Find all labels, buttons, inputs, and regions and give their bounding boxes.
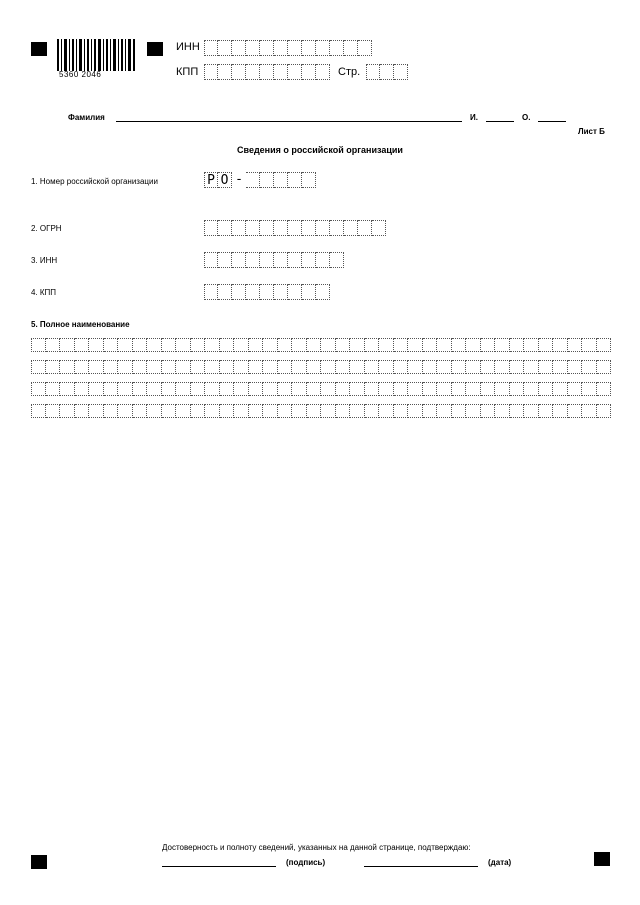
full-name-cell[interactable] bbox=[104, 382, 119, 396]
full-name-cell[interactable] bbox=[307, 360, 322, 374]
header-inn-cells[interactable] bbox=[204, 40, 372, 56]
full-name-cell[interactable] bbox=[510, 360, 525, 374]
full-name-cell[interactable] bbox=[510, 404, 525, 418]
full-name-cell[interactable] bbox=[234, 382, 249, 396]
full-name-cell[interactable] bbox=[162, 382, 177, 396]
full-name-cell[interactable] bbox=[278, 404, 293, 418]
full-name-cell[interactable] bbox=[205, 404, 220, 418]
full-name-cell[interactable] bbox=[104, 360, 119, 374]
full-name-cell[interactable] bbox=[510, 338, 525, 352]
full-name-cell[interactable] bbox=[220, 404, 235, 418]
full-name-cell[interactable] bbox=[278, 338, 293, 352]
full-name-cell[interactable] bbox=[249, 360, 264, 374]
full-name-cell[interactable] bbox=[336, 360, 351, 374]
full-name-cell[interactable] bbox=[60, 382, 75, 396]
full-name-cell[interactable] bbox=[75, 338, 90, 352]
sheet-label: Лист Б bbox=[578, 127, 605, 136]
full-name-cell[interactable] bbox=[191, 382, 206, 396]
full-name-cell[interactable] bbox=[568, 360, 583, 374]
full-name-cell[interactable] bbox=[539, 360, 554, 374]
full-name-cell[interactable] bbox=[394, 360, 409, 374]
full-name-cell[interactable] bbox=[495, 404, 510, 418]
full-name-cell[interactable] bbox=[539, 382, 554, 396]
full-name-cell[interactable] bbox=[582, 360, 597, 374]
full-name-cell[interactable] bbox=[104, 338, 119, 352]
registration-marker-top-right bbox=[147, 42, 163, 56]
full-name-cell[interactable] bbox=[263, 360, 278, 374]
full-name-cell[interactable] bbox=[553, 338, 568, 352]
header-kpp-label: КПП bbox=[176, 66, 199, 78]
full-name-cell[interactable] bbox=[365, 404, 380, 418]
full-name-cell[interactable] bbox=[307, 404, 322, 418]
barcode bbox=[57, 37, 137, 73]
signature-line[interactable] bbox=[162, 866, 276, 867]
full-name-cell[interactable] bbox=[133, 382, 148, 396]
full-name-cell[interactable] bbox=[481, 360, 496, 374]
full-name-cell[interactable] bbox=[408, 360, 423, 374]
surname-label: Фамилия bbox=[68, 113, 105, 122]
full-name-cell[interactable] bbox=[321, 360, 336, 374]
full-name-cell[interactable] bbox=[31, 360, 46, 374]
section-title: Сведения о российской организации bbox=[237, 145, 403, 155]
full-name-cell[interactable] bbox=[205, 382, 220, 396]
full-name-cell[interactable] bbox=[89, 382, 104, 396]
full-name-cell[interactable] bbox=[176, 338, 191, 352]
full-name-cell[interactable] bbox=[495, 382, 510, 396]
kpp-cells[interactable] bbox=[204, 284, 330, 300]
full-name-cell[interactable] bbox=[597, 382, 612, 396]
full-name-cell[interactable] bbox=[437, 360, 452, 374]
full-name-cell[interactable] bbox=[582, 338, 597, 352]
full-name-cell[interactable] bbox=[249, 404, 264, 418]
full-name-cell[interactable] bbox=[147, 360, 162, 374]
date-label: (дата) bbox=[488, 858, 512, 867]
inn-cells[interactable] bbox=[204, 252, 344, 268]
full-name-cell[interactable] bbox=[75, 360, 90, 374]
full-name-cell[interactable] bbox=[466, 404, 481, 418]
registration-marker-bottom-right bbox=[594, 852, 610, 866]
full-name-cell[interactable] bbox=[336, 382, 351, 396]
full-name-cell[interactable] bbox=[568, 404, 583, 418]
org-number-char: - bbox=[235, 172, 243, 187]
full-name-cell[interactable] bbox=[321, 338, 336, 352]
full-name-cell[interactable] bbox=[234, 404, 249, 418]
full-name-cell[interactable] bbox=[452, 382, 467, 396]
full-name-cell[interactable] bbox=[292, 360, 307, 374]
initial-o-line[interactable] bbox=[538, 121, 566, 122]
full-name-cell[interactable] bbox=[466, 360, 481, 374]
full-name-cell[interactable] bbox=[220, 360, 235, 374]
full-name-cell[interactable] bbox=[597, 404, 612, 418]
full-name-cell[interactable] bbox=[452, 338, 467, 352]
full-name-cell[interactable] bbox=[263, 338, 278, 352]
ogrn-cells[interactable] bbox=[204, 220, 386, 236]
full-name-cell[interactable] bbox=[539, 404, 554, 418]
full-name-cell[interactable] bbox=[408, 404, 423, 418]
full-name-cell[interactable] bbox=[394, 382, 409, 396]
full-name-cell[interactable] bbox=[292, 382, 307, 396]
header-inn-label: ИНН bbox=[176, 41, 200, 53]
full-name-cell[interactable] bbox=[147, 404, 162, 418]
full-name-cell[interactable] bbox=[89, 360, 104, 374]
kpp-label: 4. КПП bbox=[31, 288, 57, 297]
full-name-cell[interactable] bbox=[31, 338, 46, 352]
full-name-cell[interactable] bbox=[60, 338, 75, 352]
full-name-cell[interactable] bbox=[220, 338, 235, 352]
full-name-cell[interactable] bbox=[46, 338, 61, 352]
full-name-cell[interactable] bbox=[597, 338, 612, 352]
full-name-cell[interactable] bbox=[234, 338, 249, 352]
full-name-cell[interactable] bbox=[263, 382, 278, 396]
full-name-cell[interactable] bbox=[205, 338, 220, 352]
page-number-cells[interactable] bbox=[366, 64, 408, 80]
full-name-cell[interactable] bbox=[118, 382, 133, 396]
full-name-cell[interactable] bbox=[524, 338, 539, 352]
full-name-cell[interactable] bbox=[75, 382, 90, 396]
full-name-cell[interactable] bbox=[147, 338, 162, 352]
full-name-cell[interactable] bbox=[597, 360, 612, 374]
full-name-cell[interactable] bbox=[553, 360, 568, 374]
full-name-cell[interactable] bbox=[176, 360, 191, 374]
full-name-cell[interactable] bbox=[321, 404, 336, 418]
full-name-cell[interactable] bbox=[365, 338, 380, 352]
full-name-cell[interactable] bbox=[234, 360, 249, 374]
full-name-cell[interactable] bbox=[133, 404, 148, 418]
initial-i-label: И. bbox=[470, 113, 478, 122]
full-name-cell[interactable] bbox=[89, 338, 104, 352]
full-name-row[interactable] bbox=[31, 338, 611, 352]
full-name-cell[interactable] bbox=[510, 382, 525, 396]
full-name-cell[interactable] bbox=[147, 382, 162, 396]
full-name-cell[interactable] bbox=[118, 404, 133, 418]
full-name-cell[interactable] bbox=[365, 382, 380, 396]
full-name-cell[interactable] bbox=[307, 338, 322, 352]
org-number-char: Р bbox=[204, 172, 218, 188]
full-name-cell[interactable] bbox=[568, 382, 583, 396]
full-name-cell[interactable] bbox=[423, 360, 438, 374]
full-name-cell[interactable] bbox=[321, 382, 336, 396]
full-name-cell[interactable] bbox=[292, 404, 307, 418]
full-name-cell[interactable] bbox=[423, 404, 438, 418]
full-name-cell[interactable] bbox=[350, 382, 365, 396]
full-name-label: 5. Полное наименование bbox=[31, 320, 130, 329]
full-name-cell[interactable] bbox=[481, 338, 496, 352]
full-name-row[interactable] bbox=[31, 382, 611, 396]
surname-line[interactable] bbox=[116, 121, 462, 122]
full-name-cell[interactable] bbox=[466, 338, 481, 352]
date-line[interactable] bbox=[364, 866, 478, 867]
initial-o-label: О. bbox=[522, 113, 531, 122]
full-name-cell[interactable] bbox=[379, 360, 394, 374]
full-name-cell[interactable] bbox=[582, 382, 597, 396]
full-name-cell[interactable] bbox=[292, 338, 307, 352]
full-name-cell[interactable] bbox=[336, 404, 351, 418]
full-name-cell[interactable] bbox=[452, 404, 467, 418]
full-name-cell[interactable] bbox=[104, 404, 119, 418]
signature-label: (подпись) bbox=[286, 858, 326, 867]
full-name-cell[interactable] bbox=[133, 338, 148, 352]
full-name-cell[interactable] bbox=[350, 404, 365, 418]
full-name-cell[interactable] bbox=[278, 360, 293, 374]
full-name-row[interactable] bbox=[31, 404, 611, 418]
inn-label: 3. ИНН bbox=[31, 256, 58, 265]
full-name-cell[interactable] bbox=[553, 382, 568, 396]
full-name-cell[interactable] bbox=[133, 360, 148, 374]
full-name-cell[interactable] bbox=[263, 404, 278, 418]
full-name-cell[interactable] bbox=[46, 382, 61, 396]
full-name-cell[interactable] bbox=[437, 382, 452, 396]
full-name-cell[interactable] bbox=[379, 404, 394, 418]
full-name-cell[interactable] bbox=[379, 338, 394, 352]
full-name-cell[interactable] bbox=[118, 338, 133, 352]
full-name-cell[interactable] bbox=[365, 360, 380, 374]
full-name-cell[interactable] bbox=[162, 338, 177, 352]
full-name-cell[interactable] bbox=[466, 382, 481, 396]
full-name-cell[interactable] bbox=[75, 404, 90, 418]
full-name-cell[interactable] bbox=[31, 382, 46, 396]
full-name-cell[interactable] bbox=[524, 360, 539, 374]
full-name-cell[interactable] bbox=[191, 338, 206, 352]
full-name-cell[interactable] bbox=[495, 360, 510, 374]
full-name-cell[interactable] bbox=[452, 360, 467, 374]
header-kpp-cells[interactable] bbox=[204, 64, 330, 80]
page-number-label: Стр. bbox=[338, 66, 361, 78]
full-name-cell[interactable] bbox=[437, 404, 452, 418]
full-name-cell[interactable] bbox=[495, 338, 510, 352]
registration-marker-top-left bbox=[31, 42, 47, 56]
full-name-cell[interactable] bbox=[423, 338, 438, 352]
full-name-cell[interactable] bbox=[60, 360, 75, 374]
full-name-cell[interactable] bbox=[524, 404, 539, 418]
full-name-cell[interactable] bbox=[553, 404, 568, 418]
org-number-cells[interactable] bbox=[204, 172, 316, 188]
full-name-cell[interactable] bbox=[191, 404, 206, 418]
full-name-cell[interactable] bbox=[249, 338, 264, 352]
org-number-label: 1. Номер российской организации bbox=[31, 177, 158, 186]
full-name-cell[interactable] bbox=[191, 360, 206, 374]
full-name-row[interactable] bbox=[31, 360, 611, 374]
org-number-char: О bbox=[218, 172, 232, 188]
full-name-cell[interactable] bbox=[118, 360, 133, 374]
full-name-cell[interactable] bbox=[336, 338, 351, 352]
full-name-cell[interactable] bbox=[437, 338, 452, 352]
initial-i-line[interactable] bbox=[486, 121, 514, 122]
full-name-cell[interactable] bbox=[176, 404, 191, 418]
full-name-cell[interactable] bbox=[220, 382, 235, 396]
certification-text: Достоверность и полноту сведений, указанных на данной странице, подтверждаю: bbox=[162, 843, 471, 852]
full-name-cell[interactable] bbox=[408, 338, 423, 352]
full-name-cell[interactable] bbox=[524, 382, 539, 396]
full-name-cell[interactable] bbox=[423, 382, 438, 396]
full-name-cell[interactable] bbox=[89, 404, 104, 418]
full-name-cell[interactable] bbox=[278, 382, 293, 396]
full-name-cell[interactable] bbox=[60, 404, 75, 418]
full-name-cell[interactable] bbox=[162, 404, 177, 418]
barcode-numbers: 5360 2046 bbox=[59, 70, 102, 79]
full-name-cell[interactable] bbox=[350, 338, 365, 352]
full-name-cell[interactable] bbox=[481, 382, 496, 396]
full-name-cell[interactable] bbox=[539, 338, 554, 352]
registration-marker-bottom-left bbox=[31, 855, 47, 869]
full-name-cell[interactable] bbox=[205, 360, 220, 374]
full-name-cell[interactable] bbox=[176, 382, 191, 396]
full-name-cell[interactable] bbox=[350, 360, 365, 374]
full-name-cell[interactable] bbox=[46, 404, 61, 418]
ogrn-label: 2. ОГРН bbox=[31, 224, 62, 233]
full-name-cell[interactable] bbox=[408, 382, 423, 396]
full-name-cell[interactable] bbox=[481, 404, 496, 418]
full-name-cell[interactable] bbox=[394, 338, 409, 352]
full-name-cell[interactable] bbox=[162, 360, 177, 374]
full-name-cell[interactable] bbox=[379, 382, 394, 396]
full-name-cell[interactable] bbox=[249, 382, 264, 396]
full-name-cell[interactable] bbox=[394, 404, 409, 418]
full-name-cell[interactable] bbox=[568, 338, 583, 352]
full-name-cell[interactable] bbox=[307, 382, 322, 396]
full-name-cell[interactable] bbox=[31, 404, 46, 418]
full-name-cell[interactable] bbox=[46, 360, 61, 374]
full-name-cell[interactable] bbox=[582, 404, 597, 418]
